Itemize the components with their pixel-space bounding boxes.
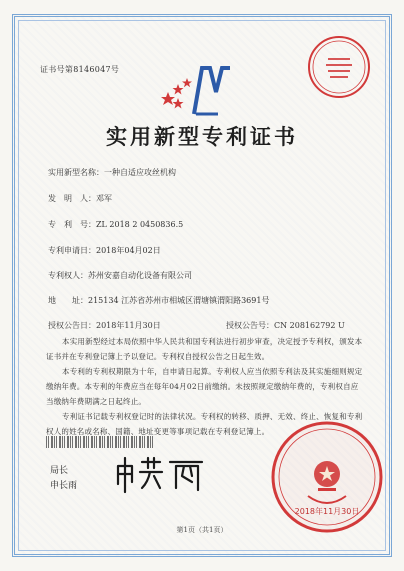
grant-date-label: 授权公告日： (48, 321, 96, 330)
name-label: 实用新型名称： (48, 168, 104, 177)
publication-number-value: CN 208162792 U (274, 321, 345, 330)
patent-number-label: 专 利 号： (48, 220, 96, 229)
inventor-value: 邓军 (96, 194, 112, 203)
patentee-label: 专利权人： (48, 271, 88, 280)
filing-date-row (48, 245, 161, 256)
grant-date-value: 2018年11月30日 (96, 321, 161, 330)
paragraph-3: 专利证书记载专利权登记时的法律状况。专利权的转移、质押、无效、终止、恢复和专利权人的姓名或名称、国籍、地址变更等事项记载在专利登记簿上。 (46, 412, 363, 436)
top-seal-stamp (306, 34, 372, 100)
certificate-title: 实用新型专利证书 (106, 124, 298, 149)
inventor-row (48, 193, 112, 204)
name-value: 一种自适应攻丝机构 (104, 168, 176, 177)
filing-date-label: 专利申请日： (48, 246, 96, 255)
grant-row (48, 320, 368, 331)
seal-date: 2018年11月30日 (294, 507, 360, 516)
patentee-value: 苏州安嘉自动化设备有限公司 (88, 271, 192, 280)
director-title: 局长 (50, 466, 69, 476)
address-label: 地 址： (48, 296, 88, 305)
filing-date-value: 2018年04月02日 (96, 246, 161, 255)
page-footer: 第1页（共1页） (176, 526, 228, 534)
inventor-label: 发 明 人： (48, 194, 96, 203)
patent-number-value: ZL 2018 2 0450836.5 (96, 220, 184, 229)
publication-number (226, 320, 345, 331)
patent-number-row (48, 219, 183, 230)
office-seal (268, 418, 386, 536)
seal-graphic (268, 418, 386, 536)
handwritten-signature (112, 452, 208, 496)
publication-number-label: 授权公告号： (226, 321, 274, 330)
barcode (46, 436, 154, 448)
director-name: 申长雨 (50, 481, 78, 491)
address-value: 215134 江苏省苏州市相城区渭塘镇渭阳路3691号 (88, 296, 270, 305)
patent-office-emblem (160, 62, 232, 118)
certificate-number: 证书号第8146047号 (40, 65, 120, 74)
paragraph-2: 本专利的专利权期限为十年，自申请日起算。专利权人应当依照专利法及其实施细则规定缴纳年费。本专利的年费应当在每年04月02日前缴纳。未按照规定缴纳年费的，专利权自应当缴纳年费期满之日起终止。 (46, 367, 363, 406)
paragraph-1: 本实用新型经过本局依照中华人民共和国专利法进行初步审查，决定授予专利权，颁发本证书并在专利登记簿上予以登记。专利权自授权公告之日起生效。 (46, 337, 363, 361)
utility-model-name-row (48, 167, 176, 178)
patentee-row (48, 270, 192, 281)
address-row (48, 295, 269, 306)
